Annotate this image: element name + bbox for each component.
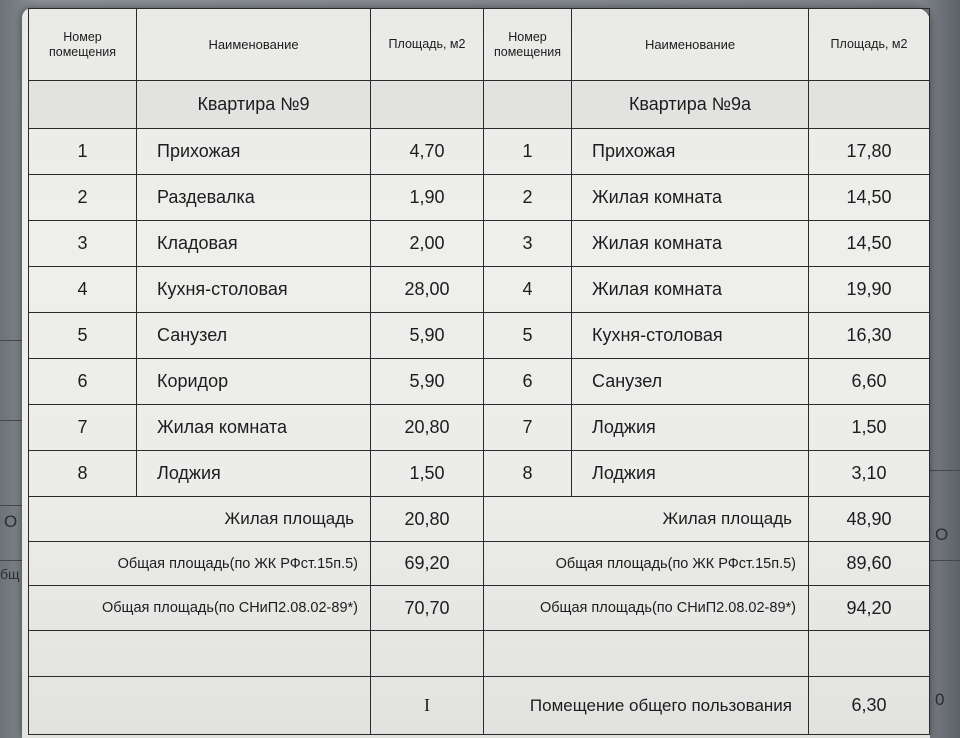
living-area-value: 20,80 xyxy=(371,497,484,542)
total-area-zhk-row xyxy=(29,542,930,586)
table-header-row xyxy=(29,9,930,81)
living-area-label: Жилая площадь xyxy=(29,497,371,542)
room-name: Кухня-столовая xyxy=(572,313,809,359)
room-area: 6,60 xyxy=(809,359,930,405)
empty-cell xyxy=(371,81,484,129)
table-row xyxy=(29,313,930,359)
room-area: 2,00 xyxy=(371,221,484,267)
room-number: 7 xyxy=(484,405,572,451)
empty-cell xyxy=(29,631,371,677)
room-number: 4 xyxy=(484,267,572,313)
background-fragment: 0 xyxy=(935,690,945,709)
room-area-table xyxy=(28,8,930,735)
header-name: Наименование xyxy=(572,9,809,81)
apartment-title-row xyxy=(29,81,930,129)
empty-row xyxy=(29,631,930,677)
room-area: 17,80 xyxy=(809,129,930,175)
table-row xyxy=(29,451,930,497)
room-name: Лоджия xyxy=(572,405,809,451)
room-number: 1 xyxy=(484,129,572,175)
room-area: 1,50 xyxy=(809,405,930,451)
table-row xyxy=(29,359,930,405)
room-name: Кладовая xyxy=(137,221,371,267)
total-area-snip-label: Общая площадь(по СНиП2.08.02-89*) xyxy=(484,586,809,631)
room-name: Кухня-столовая xyxy=(137,267,371,313)
header-name: Наименование xyxy=(137,9,371,81)
room-name: Жилая комната xyxy=(572,267,809,313)
empty-cell xyxy=(371,631,484,677)
table-row xyxy=(29,175,930,221)
total-area-zhk-value: 89,60 xyxy=(809,542,930,586)
room-area: 20,80 xyxy=(371,405,484,451)
room-area: 5,90 xyxy=(371,313,484,359)
room-area: 4,70 xyxy=(371,129,484,175)
table-row xyxy=(29,405,930,451)
empty-cell xyxy=(29,81,137,129)
room-area: 1,50 xyxy=(371,451,484,497)
background-line xyxy=(930,560,960,561)
room-name: Жилая комната xyxy=(137,405,371,451)
living-area-label: Жилая площадь xyxy=(484,497,809,542)
room-number: 2 xyxy=(29,175,137,221)
room-name: Прихожая xyxy=(572,129,809,175)
room-name: Лоджия xyxy=(137,451,371,497)
room-number: 5 xyxy=(484,313,572,359)
background-fragment: Ο xyxy=(4,512,18,531)
room-area: 3,10 xyxy=(809,451,930,497)
room-number: 3 xyxy=(29,221,137,267)
apartment-title-right: Квартира №9а xyxy=(572,81,809,129)
total-area-snip-value: 70,70 xyxy=(371,586,484,631)
room-area: 1,90 xyxy=(371,175,484,221)
room-number: 7 xyxy=(29,405,137,451)
total-area-snip-label: Общая площадь(по СНиП2.08.02-89*) xyxy=(29,586,371,631)
common-area-value: 6,30 xyxy=(809,677,930,735)
room-number: 1 xyxy=(29,129,137,175)
empty-cell xyxy=(484,81,572,129)
background-fragment: О xyxy=(935,525,949,544)
living-area-row xyxy=(29,497,930,542)
total-area-snip-row xyxy=(29,586,930,631)
total-area-snip-value: 94,20 xyxy=(809,586,930,631)
room-number: 5 xyxy=(29,313,137,359)
room-number: 6 xyxy=(484,359,572,405)
table-row xyxy=(29,267,930,313)
apartment-title-left: Квартира №9 xyxy=(137,81,371,129)
common-area-row xyxy=(29,677,930,735)
room-area: 28,00 xyxy=(371,267,484,313)
room-area: 5,90 xyxy=(371,359,484,405)
living-area-value: 48,90 xyxy=(809,497,930,542)
total-area-zhk-label: Общая площадь(по ЖК РФст.15п.5) xyxy=(29,542,371,586)
room-area: 14,50 xyxy=(809,175,930,221)
background-line xyxy=(930,470,960,471)
empty-cell xyxy=(809,81,930,129)
room-area: 14,50 xyxy=(809,221,930,267)
header-room-number: Номер помещения xyxy=(484,9,572,81)
room-name: Санузел xyxy=(572,359,809,405)
room-name: Санузел xyxy=(137,313,371,359)
header-area: Площадь, м2 xyxy=(371,9,484,81)
room-name: Лоджия xyxy=(572,451,809,497)
room-number: 6 xyxy=(29,359,137,405)
room-name: Раздевалка xyxy=(137,175,371,221)
room-number: 4 xyxy=(29,267,137,313)
room-number: 3 xyxy=(484,221,572,267)
room-number: 2 xyxy=(484,175,572,221)
table-row xyxy=(29,221,930,267)
total-area-zhk-label: Общая площадь(по ЖК РФст.15п.5) xyxy=(484,542,809,586)
room-name: Коридор xyxy=(137,359,371,405)
room-name: Жилая комната xyxy=(572,175,809,221)
empty-cell xyxy=(809,631,930,677)
table-row xyxy=(29,129,930,175)
empty-cell xyxy=(29,677,371,735)
common-area-number: I xyxy=(371,677,484,735)
total-area-zhk-value: 69,20 xyxy=(371,542,484,586)
room-name: Прихожая xyxy=(137,129,371,175)
common-area-label: Помещение общего пользования xyxy=(484,677,809,735)
room-number: 8 xyxy=(484,451,572,497)
background-fragment: бщ xyxy=(0,566,20,582)
room-name: Жилая комната xyxy=(572,221,809,267)
header-room-number: Номер помещения xyxy=(29,9,137,81)
header-area: Площадь, м2 xyxy=(809,9,930,81)
empty-cell xyxy=(484,631,809,677)
room-area: 16,30 xyxy=(809,313,930,359)
room-area: 19,90 xyxy=(809,267,930,313)
room-number: 8 xyxy=(29,451,137,497)
